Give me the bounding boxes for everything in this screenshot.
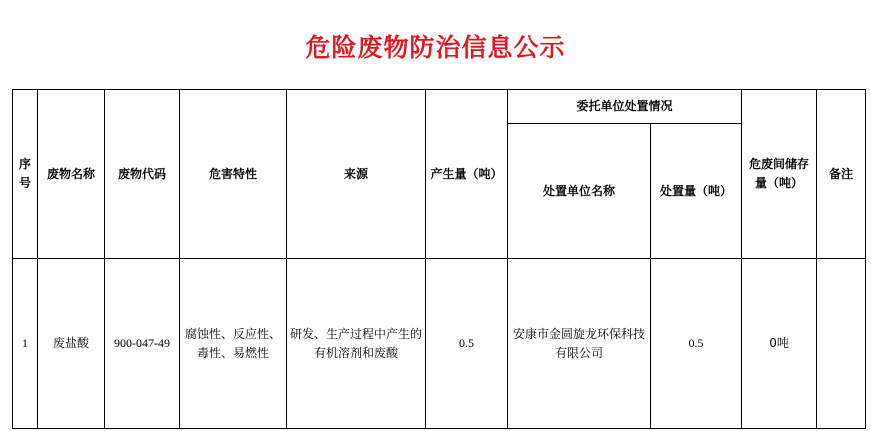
header-row-1 (13, 90, 866, 124)
cell-storage: 0吨 (742, 259, 817, 429)
header-output: 产生量（吨） (426, 90, 508, 259)
header-storage: 危废间储存量（吨） (742, 90, 817, 259)
cell-output: 0.5 (426, 259, 508, 429)
header-entrusted-disposal: 委托单位处置情况 (508, 90, 742, 124)
cell-seq: 1 (13, 259, 38, 429)
cell-disposal-unit: 安康市金圆旋龙环保科技有限公司 (508, 259, 651, 429)
header-source: 来源 (287, 90, 426, 259)
header-remarks: 备注 (817, 90, 866, 259)
cell-hazard: 腐蚀性、反应性、毒性、易燃性 (180, 259, 287, 429)
cell-disposal-amount: 0.5 (651, 259, 742, 429)
header-hazard: 危害特性 (180, 90, 287, 259)
cell-waste-code: 900-047-49 (105, 259, 180, 429)
cell-remarks (817, 259, 866, 429)
header-waste-code: 废物代码 (105, 90, 180, 259)
cell-source: 研发、生产过程中产生的有机溶剂和废酸 (287, 259, 426, 429)
table-row (13, 259, 866, 429)
header-disposal-unit: 处置单位名称 (508, 124, 651, 259)
header-waste-name: 废物名称 (38, 90, 105, 259)
header-seq: 序号 (13, 90, 38, 259)
page-title: 危险废物防治信息公示 (305, 33, 566, 62)
hazardous-waste-table (12, 89, 866, 429)
cell-waste-name: 废盐酸 (38, 259, 105, 429)
header-disposal-amount: 处置量（吨） (651, 124, 742, 259)
